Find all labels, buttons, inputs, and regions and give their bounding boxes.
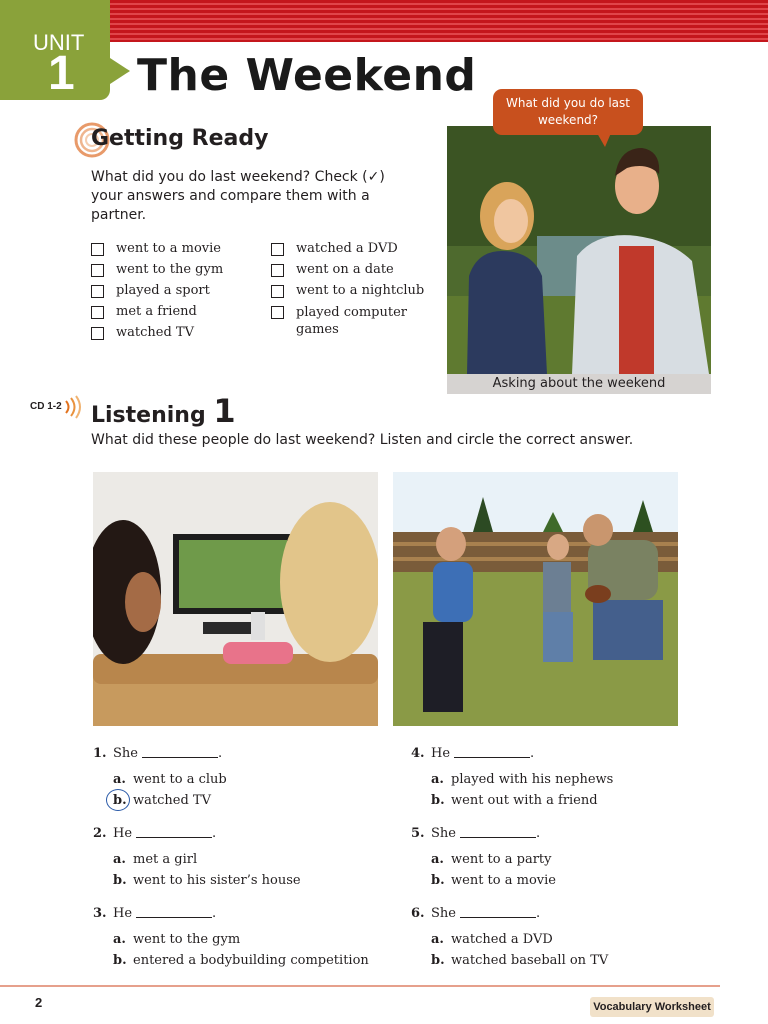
questions-right-column	[411, 745, 701, 973]
checkbox[interactable]	[271, 243, 284, 256]
checkbox[interactable]	[271, 306, 284, 319]
list-item[interactable]: went to the gym	[91, 262, 261, 283]
option-a[interactable]: a. went to the gym	[113, 932, 241, 947]
getting-ready-heading: Getting Ready	[91, 126, 269, 151]
checkbox[interactable]	[91, 306, 104, 319]
audio-waves-icon	[62, 395, 84, 419]
answer-circle	[106, 789, 130, 811]
question-4: 4. He .	[411, 746, 535, 761]
answer-blank[interactable]	[142, 757, 218, 758]
option-a[interactable]: a. played with his nephews	[431, 772, 614, 787]
option-b[interactable]: b. entered a bodybuilding competition	[113, 953, 369, 968]
checkbox[interactable]	[91, 264, 104, 277]
list-item[interactable]: played a sport	[91, 283, 261, 304]
checkbox[interactable]	[91, 327, 104, 340]
answer-blank[interactable]	[136, 837, 212, 838]
cd-track-label: CD 1-2	[30, 401, 62, 412]
question-2: 2. He .	[93, 826, 217, 841]
option-a[interactable]: a. watched a DVD	[431, 932, 553, 947]
question-1: 1. She .	[93, 746, 223, 761]
option-b[interactable]: b. watched baseball on TV	[431, 953, 609, 968]
listening-heading: Listening 1	[91, 392, 236, 430]
answer-blank[interactable]	[454, 757, 530, 758]
unit-number: 1	[48, 47, 75, 100]
answer-blank[interactable]	[460, 837, 536, 838]
option-a[interactable]: a. went to a party	[431, 852, 552, 867]
page-title: The Weekend	[137, 50, 477, 101]
checkbox[interactable]	[271, 285, 284, 298]
photo-caption: Asking about the weekend	[447, 374, 711, 394]
speech-bubble: What did you do last weekend?	[493, 89, 643, 135]
unit-label: UNIT	[33, 30, 85, 55]
photo-teens-talking	[447, 126, 711, 374]
checklist-column-2	[271, 241, 441, 340]
photo-women-watching-tv	[93, 472, 378, 726]
option-b[interactable]: b. watched TV	[93, 792, 383, 813]
option-a[interactable]: a. went to a club	[113, 772, 227, 787]
answer-blank[interactable]	[136, 917, 212, 918]
list-item[interactable]: went to a nightclub	[271, 283, 441, 304]
checkbox[interactable]	[271, 264, 284, 277]
option-a[interactable]: a. met a girl	[113, 852, 198, 867]
option-b[interactable]: b. went to a movie	[431, 873, 556, 888]
header-stripes	[110, 0, 768, 42]
list-item[interactable]: went to a movie	[91, 241, 261, 262]
option-b[interactable]: b. went out with a friend	[431, 793, 598, 808]
option-b[interactable]: b. went to his sister’s house	[113, 873, 301, 888]
getting-ready-instructions: What did you do last weekend? Check (✓) your answers and compare them with a partner.	[91, 169, 385, 223]
listening-instructions: What did these people do last weekend? Listen and circle the correct answer.	[91, 432, 634, 448]
speech-bubble-tail	[597, 133, 611, 147]
answer-blank[interactable]	[460, 917, 536, 918]
list-item[interactable]: played computer games	[271, 304, 441, 340]
list-item[interactable]: watched TV	[91, 325, 261, 346]
list-item[interactable]: met a friend	[91, 304, 261, 325]
checkbox[interactable]	[91, 285, 104, 298]
checklist-column-1	[91, 241, 261, 346]
question-6: 6. She .	[411, 906, 541, 921]
question-5: 5. She .	[411, 826, 541, 841]
list-item[interactable]: went on a date	[271, 262, 441, 283]
footer-divider	[0, 985, 720, 987]
unit-arrow-icon	[110, 58, 130, 84]
vocabulary-worksheet-tab[interactable]: Vocabulary Worksheet	[590, 997, 714, 1017]
questions-left-column	[93, 745, 383, 973]
question-3: 3. He .	[93, 906, 217, 921]
page-number: 2	[35, 995, 43, 1010]
photo-boys-football	[393, 472, 678, 726]
checkbox[interactable]	[91, 243, 104, 256]
list-item[interactable]: watched a DVD	[271, 241, 441, 262]
